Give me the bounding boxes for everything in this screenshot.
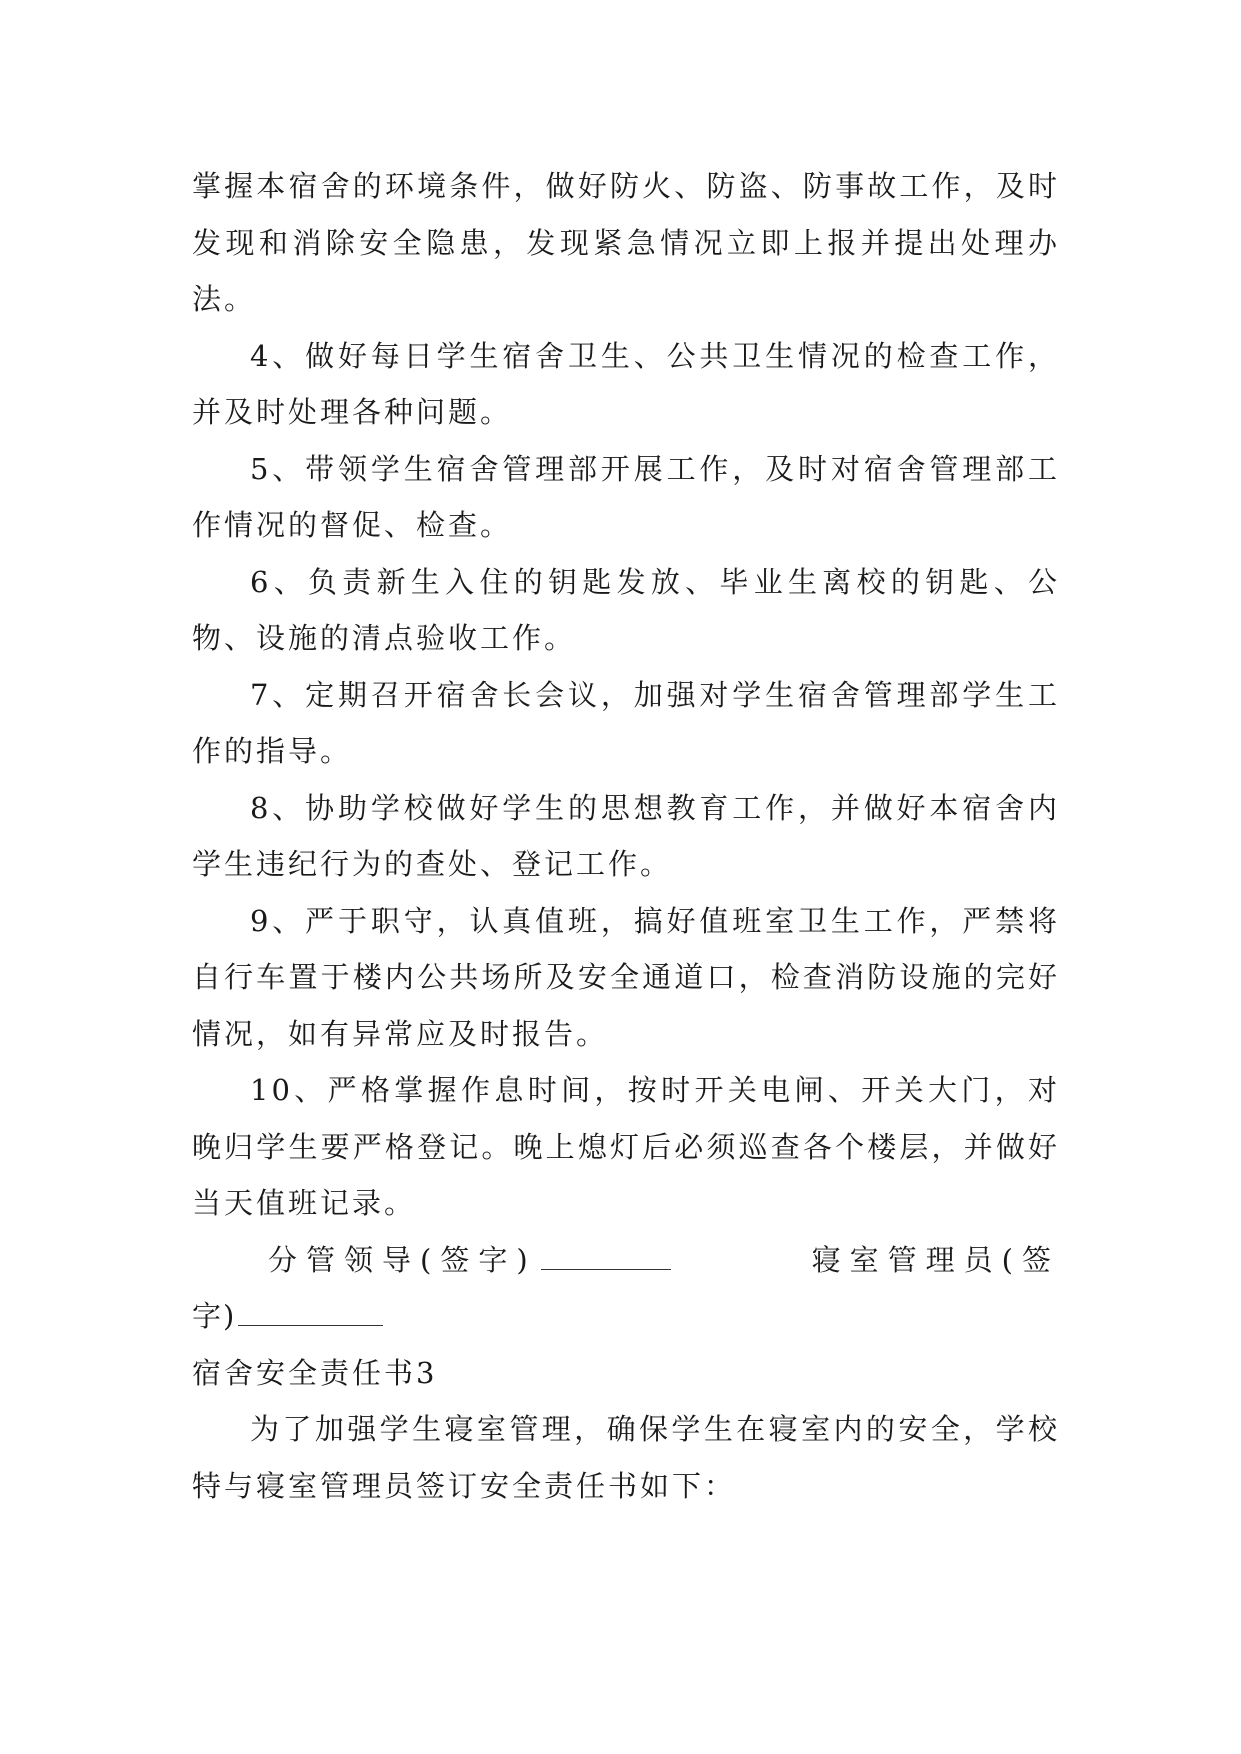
intro-paragraph: 为了加强学生寝室管理，确保学生在寝室内的安全，学校特与寝室管理员签订安全责任书如下： xyxy=(192,1412,1060,1503)
leader-signature xyxy=(268,1232,671,1289)
paragraph-item-6: 6、负责新生入住的钥匙发放、毕业生离校的钥匙、公物、设施的清点验收工作。 xyxy=(192,564,1060,655)
manager-signature-label-line1: 寝室管理员(签 xyxy=(811,1242,1060,1277)
manager-signature-line xyxy=(238,1305,383,1326)
manager-signature-label-line2: 字) xyxy=(192,1299,237,1333)
signature-row xyxy=(192,1232,1060,1289)
document-page xyxy=(192,158,1060,1514)
paragraph-item-5: 5、带领学生宿舍管理部开展工作，及时对宿舍管理部工作情况的督促、检查。 xyxy=(192,451,1060,542)
paragraph-item-9: 9、严于职守，认真值班，搞好值班室卫生工作，严禁将自行车置于楼内公共场所及安全通道口，检查消防设施的完好情况，如有异常应及时报告。 xyxy=(192,903,1060,1051)
leader-signature-label: 分管领导(签字) xyxy=(268,1242,537,1277)
paragraph-item-7: 7、定期召开宿舍长会议，加强对学生宿舍管理部学生工作的指导。 xyxy=(192,677,1060,768)
signature-row-2 xyxy=(192,1288,1060,1345)
section-title: 宿舍安全责任书3 xyxy=(192,1355,438,1390)
paragraph-continuation: 掌握本宿舍的环境条件，做好防火、防盗、防事故工作，及时发现和消除安全隐患，发现紧急情况立即上报并提出处理办法。 xyxy=(192,169,1060,316)
paragraph-item-4: 4、做好每日学生宿舍卫生、公共卫生情况的检查工作，并及时处理各种问题。 xyxy=(192,338,1060,429)
leader-signature-line xyxy=(541,1249,671,1270)
signature-block xyxy=(192,1232,1060,1345)
paragraph-item-10: 10、严格掌握作息时间，按时开关电闸、开关大门，对晚归学生要严格登记。晚上熄灯后必须巡查各个楼层，并做好当天值班记录。 xyxy=(192,1073,1060,1220)
paragraph-item-8: 8、协助学校做好学生的思想教育工作，并做好本宿舍内学生违纪行为的查处、登记工作。 xyxy=(192,790,1060,881)
